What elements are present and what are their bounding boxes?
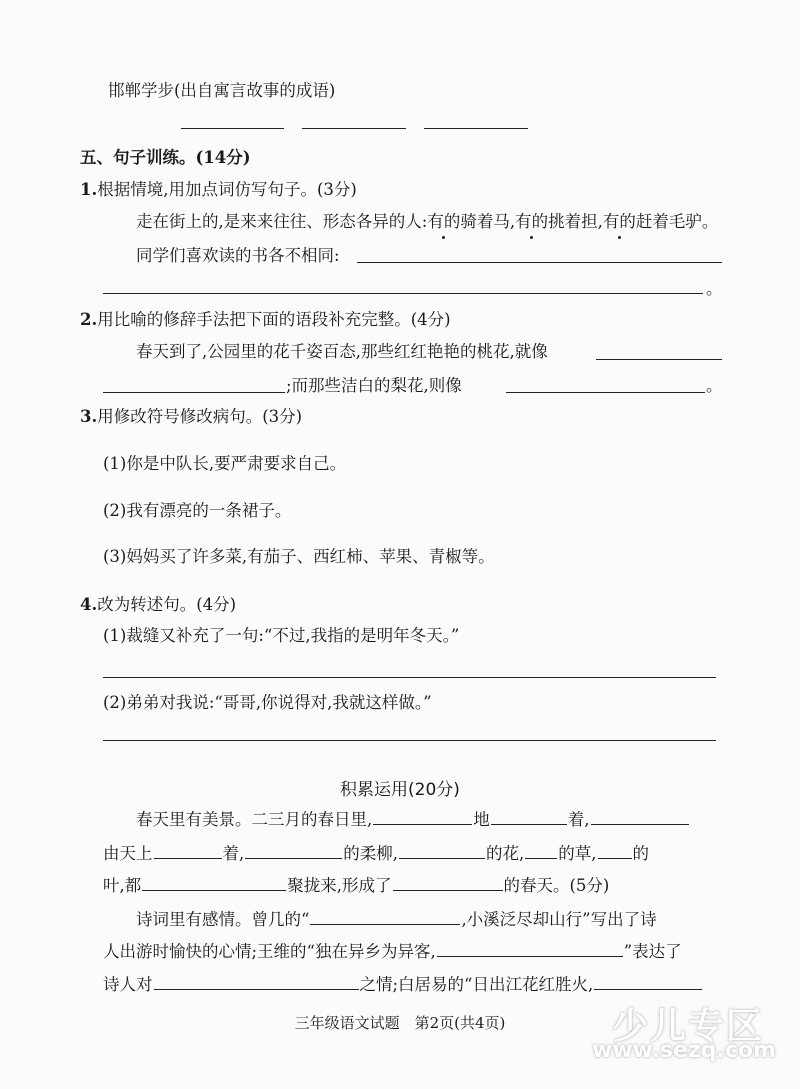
faulty-sentence-3: (3)妈妈买了许多菜,有茄子、西红柿、苹果、青椒等。	[103, 547, 495, 566]
faulty-sentence-1: (1)你是中队长,要严肃要求自己。	[103, 454, 347, 473]
question-number: 2.	[80, 310, 98, 329]
answer-blank[interactable]	[399, 857, 485, 859]
answer-blank[interactable]	[525, 857, 557, 859]
answer-line[interactable]	[103, 740, 716, 741]
idiom-item: 邯郸学步(出自寓言故事的成语)	[108, 81, 336, 100]
fill-paragraph-line: 诗词里有感情。曾几的“ ,小溪泛尽却山行”写出了诗	[136, 910, 657, 929]
page-footer: 三年级语文试题 第2页(共4页)	[294, 1014, 506, 1032]
section-5-title: 五、句子训练。(14分)	[80, 148, 251, 167]
watermark-url: www.sezq.com	[592, 1038, 776, 1063]
question-number: 4.	[80, 595, 98, 614]
example-sentence: 走在街上的,是来来往往、形态各异的人:有的骑着马,有的挑着担,有的赶着毛驴。	[136, 212, 719, 231]
answer-line[interactable]	[103, 293, 703, 294]
answer-blank-1[interactable]	[181, 128, 284, 129]
answer-blank[interactable]	[310, 923, 460, 925]
emphasis-dotted-word: 有的	[515, 212, 549, 231]
answer-line[interactable]	[506, 392, 705, 393]
question-1	[80, 179, 357, 201]
emphasis-dotted-word: 有的	[602, 212, 636, 231]
answer-blank[interactable]	[245, 857, 342, 859]
answer-line[interactable]	[103, 392, 285, 393]
simile-line-2: ;而那些洁白的梨花,则像	[286, 376, 462, 395]
emphasis-dotted-word: 有的	[427, 212, 461, 231]
question-text: 根据情境,用加点词仿写句子。(3分)	[97, 180, 357, 199]
imitation-prompt: 同学们喜欢读的书各不相同:	[136, 246, 340, 265]
answer-blank[interactable]	[591, 823, 689, 825]
faulty-sentence-2: (2)我有漂亮的一条裙子。	[103, 501, 292, 520]
answer-blank[interactable]	[154, 988, 359, 990]
answer-line[interactable]	[357, 262, 722, 263]
fill-paragraph-line: 诗人对 之情;白居易的“日出江花红胜火,	[103, 974, 703, 996]
period-mark: 。	[706, 279, 723, 298]
question-number: 1.	[80, 180, 98, 199]
simile-line-1: 春天到了,公园里的花千姿百态,那些红红艳艳的桃花,就像	[136, 342, 548, 361]
answer-blank[interactable]	[437, 955, 623, 957]
answer-blank[interactable]	[142, 889, 286, 891]
question-4	[80, 594, 236, 616]
period-mark: 。	[706, 376, 723, 395]
question-text: 用比喻的修辞手法把下面的语段补充完整。(4分)	[97, 310, 451, 329]
answer-blank-3[interactable]	[424, 128, 528, 129]
quote-sentence-1: (1)裁缝又补充了一句:“不过,我指的是明年冬天。”	[103, 626, 460, 645]
fill-paragraph-line: 春天里有美景。二三月的春日里, 地 着,	[136, 809, 690, 831]
answer-line[interactable]	[103, 677, 716, 678]
fill-paragraph-line: 由天上 着, 的柔柳, 的花, 的草, 的	[103, 844, 649, 863]
question-3	[80, 406, 302, 428]
answer-blank[interactable]	[373, 823, 472, 825]
fill-paragraph-line: 叶,都 聚拢来,形成了 的春天。(5分)	[103, 876, 610, 895]
answer-blank[interactable]	[594, 988, 702, 990]
answer-blank[interactable]	[598, 857, 632, 859]
answer-blank[interactable]	[393, 889, 503, 891]
question-2	[80, 309, 451, 331]
question-number: 3.	[80, 407, 98, 426]
accumulation-title: 积累运用(20分)	[340, 780, 460, 800]
answer-blank[interactable]	[154, 857, 222, 859]
answer-line[interactable]	[596, 359, 722, 360]
question-text: 改为转述句。(4分)	[97, 595, 237, 614]
quote-sentence-2: (2)弟弟对我说:“哥哥,你说得对,我就这样做。”	[103, 693, 432, 712]
answer-blank-2[interactable]	[302, 128, 406, 129]
fill-paragraph-line: 人出游时愉快的心情;王维的“独在异乡为异客, ”表达了	[103, 942, 682, 961]
answer-blank[interactable]	[491, 823, 567, 825]
watermark-brand: 少儿专区	[612, 1006, 765, 1047]
question-text: 用修改符号修改病句。(3分)	[97, 407, 303, 426]
